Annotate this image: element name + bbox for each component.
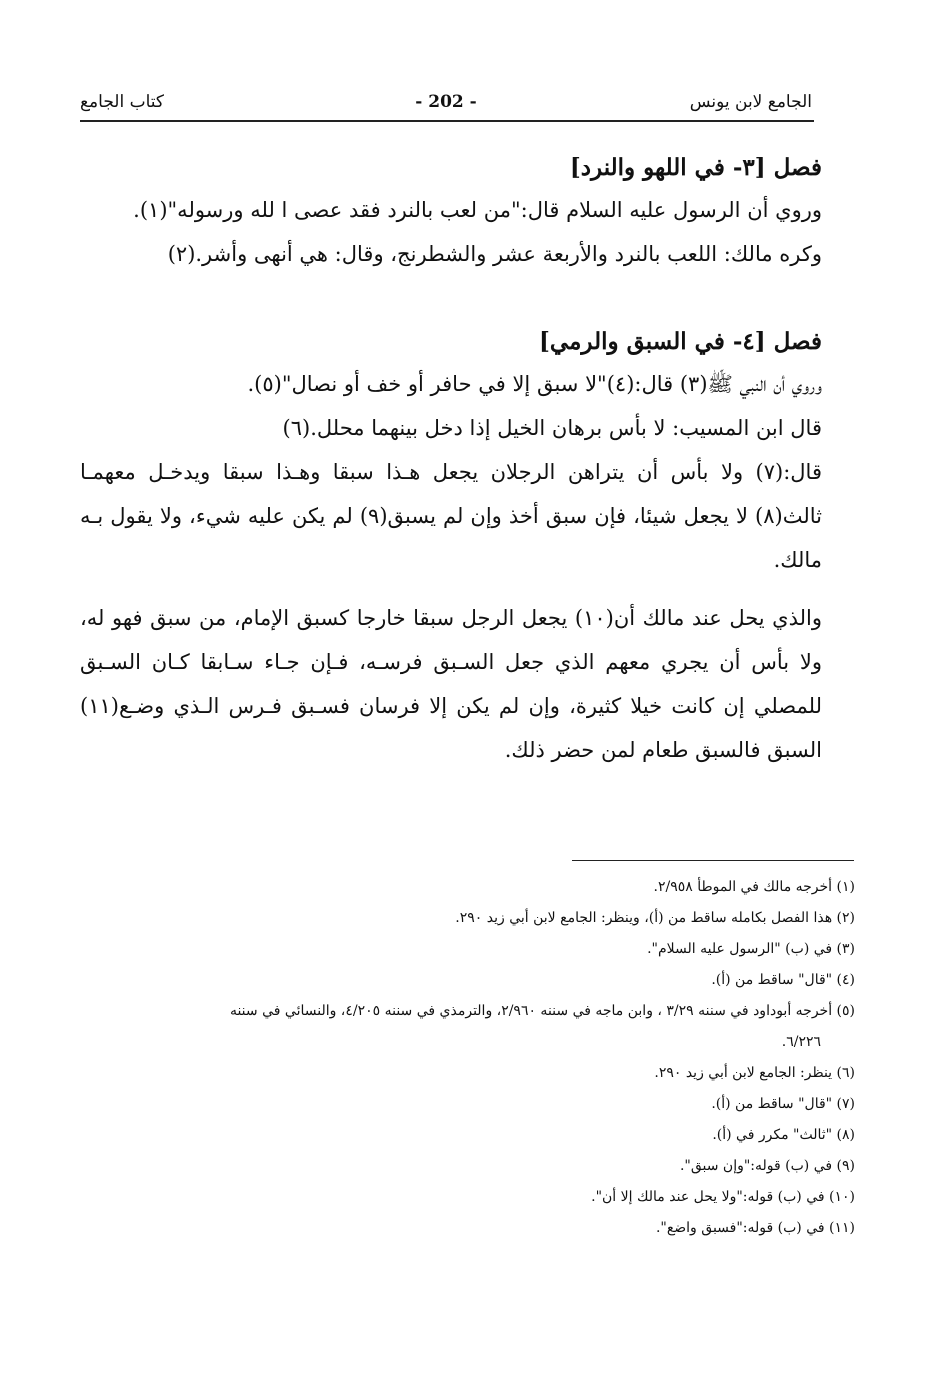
- section-heading: فصل [٤- في السبق والرمي]: [539, 328, 822, 355]
- header-rule: [80, 120, 814, 122]
- page-number: - 202 -: [415, 92, 477, 112]
- footnote: (٣) في (ب) "الرسول عليه السلام".: [647, 941, 855, 957]
- footnote: (١٠) في (ب) قوله:"ولا يحل عند مالك إلا أن".: [591, 1189, 855, 1205]
- paragraph: وروي أن الرسول عليه السلام قال:"من لعب بالنرد فقد عصى ا لله ورسوله"(١).: [133, 198, 822, 222]
- paragraph: قال ابن المسيب: لا بأس برهان الخيل إذا دخل بينهما محلل.(٦): [282, 416, 822, 440]
- footnote: (١) أخرجه مالك في الموطأ ٢/٩٥٨.: [653, 879, 855, 895]
- chapter-title: كتاب الجامع: [80, 92, 165, 112]
- paragraph: وكره مالك: اللعب بالنرد والأربعة عشر والشطرنج، وقال: هي أنهى وأشر.(٢): [167, 242, 822, 266]
- footnote: (٨) "ثالث" مكرر في (أ).: [712, 1127, 855, 1143]
- paragraph: والذي يحل عند مالك أن(١٠) يجعل الرجل سبقا خارجا كسبق الإمام، من سبق فهو له، ولا بأس أن يجري معهم الذي جعل السـبق فرسـه، فـإن جـاء سـابقا كـان السـبق للمصلي إن كانت خيلا كثيرة، وإن لم يكن إلا فرسان فسـبق فـرس الـذي وضـع(١١) السبق فالسبق طعام لمن حضر ذلك.: [80, 606, 822, 762]
- footnote: (٢) هذا الفصل بكامله ساقط من (أ)، وينظر: الجامع لابن أبي زيد ٢٩٠.: [455, 910, 855, 926]
- footnote: (٤) "قال" ساقط من (أ).: [711, 972, 855, 988]
- footnote: (٧) "قال" ساقط من (أ).: [711, 1096, 855, 1112]
- footnote-separator: [572, 860, 854, 861]
- footnote: (٩) في (ب) قوله:"وإن سبق".: [679, 1158, 855, 1174]
- footnote: (٥) أخرجه أبوداود في سننه ٣/٢٩ ، وابن ماجه في سننه ٢/٩٦٠، والترمذي في سننه ٤/٢٠٥، والنسائي في سننه: [229, 1003, 855, 1019]
- footnote-continuation: ٦/٢٢٦.: [781, 1034, 821, 1050]
- paragraph: قال:(٧) ولا بأس أن يتراهن الرجلان يجعل هـذا سبقا وهـذا سبقا ويدخـل معهمـا ثالث(٨) لا يجعل شيئا، فإن سبق أخذ وإن لم يسبق(٩) لم يكن عليه شيء، ولا يقول بـه مالك.: [80, 460, 823, 572]
- section-heading: فصل [٣- في اللهو والنرد]: [569, 154, 822, 181]
- section-spacer: [80, 276, 822, 322]
- paragraph-spacer: [80, 582, 822, 596]
- main-text: [80, 148, 822, 772]
- paragraph: وروي أن النبي ﷺ(٣) قال:(٤)"لا سبق إلا في حافر أو خف أو نصال"(٥).: [247, 372, 822, 396]
- footnotes: [80, 872, 855, 1244]
- book-title: الجامع لابن يونس: [689, 92, 812, 112]
- running-header: [80, 92, 812, 118]
- footnote: (٦) ينظر: الجامع لابن أبي زيد ٢٩٠.: [654, 1065, 855, 1081]
- footnote: (١١) في (ب) قوله:"فسبق واضع".: [655, 1220, 855, 1236]
